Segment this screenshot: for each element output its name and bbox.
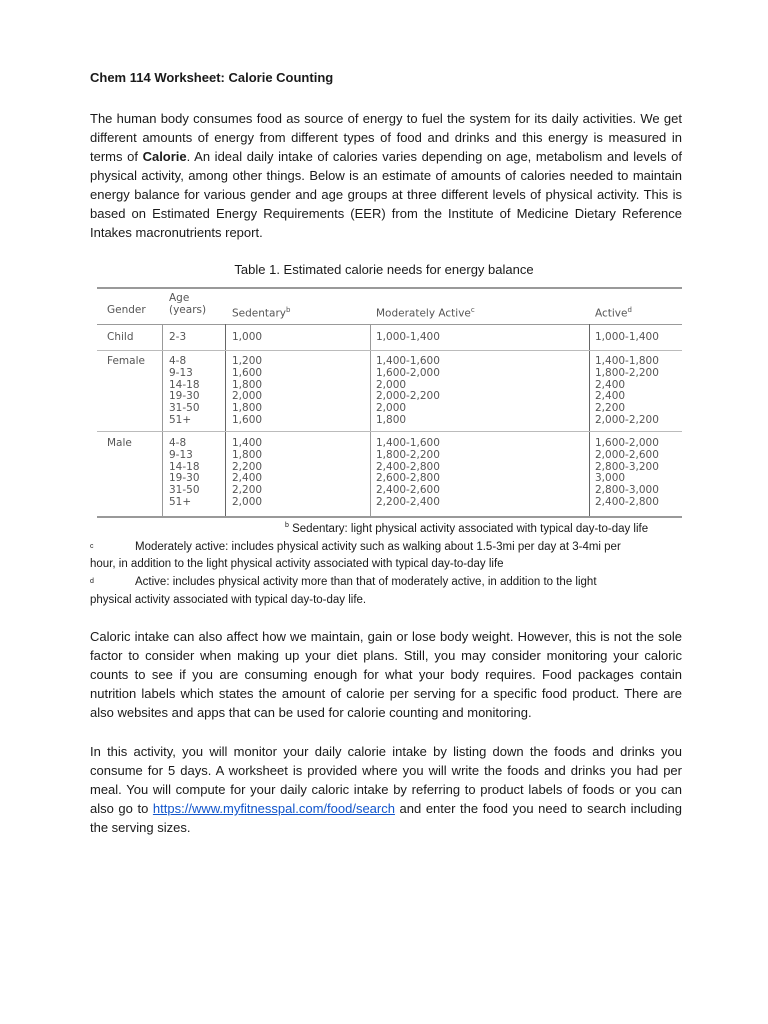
divider xyxy=(225,324,226,516)
moderate: 1,000-1,400 xyxy=(376,331,440,343)
active: 1,000-1,400 xyxy=(595,331,659,343)
sedentary: 1,200 1,600 1,800 2,000 1,800 1,600 xyxy=(232,355,263,426)
footnote-d-cont: physical activity associated with typical day-to-day life. xyxy=(90,594,367,606)
header-age: Age (years) xyxy=(169,292,207,316)
mark: b xyxy=(285,522,289,529)
sup: c xyxy=(470,306,475,314)
sedentary: 1,000 xyxy=(232,331,263,343)
label: Sedentary xyxy=(232,307,286,320)
gender: Male xyxy=(107,437,132,449)
gender: Female xyxy=(107,355,145,367)
footnote-b xyxy=(285,517,648,538)
paragraph-3 xyxy=(90,742,682,837)
myfitnesspal-link[interactable]: https://www.myfitnesspal.com/food/search xyxy=(152,801,395,816)
footnote-d: Active: includes physical activity more than that of moderately active, in addition to the light xyxy=(135,576,597,588)
text: . An ideal daily intake of calories varies depending on age, metabolism and levels of physical activity, among other things. Below is an estimate of amounts of calories needed to maintain energy balance for various gender and age groups at three different levels of physical activity. This is based on Estimated Energy Requirements (EER) from the Institute of Medicine Dietary Reference Intakes macronutrients report. xyxy=(90,149,682,240)
table-caption: Table 1. Estimated calorie needs for energy balance xyxy=(234,262,534,277)
text: The human body consumes food as source of energy to fuel the system for its daily activities. We get different amounts of energy from different types of food and drinks and this energy is measured in terms of xyxy=(90,111,682,164)
intro-paragraph xyxy=(90,109,682,242)
gender: Child xyxy=(107,331,134,343)
table-header xyxy=(97,289,682,325)
header-active xyxy=(595,305,632,320)
text: In this activity, you will monitor your daily calorie intake by listing down the foods and drinks you consume for 5 days. A worksheet is provided where you will write the foods and drinks you had per meal. You will compute for your daily caloric intake by referring to product labels of foods or you can also go to xyxy=(90,744,682,816)
label: Active xyxy=(595,307,628,320)
ages: 4-8 9-13 14-18 19-30 31-50 51+ xyxy=(169,355,200,426)
text: and enter the food you need to search including the serving sizes. xyxy=(90,801,682,835)
divider xyxy=(370,324,371,516)
ages: 2-3 xyxy=(169,331,187,343)
divider xyxy=(97,431,682,432)
footnote-c-cont: hour, in addition to the light physical activity associated with typical day-to-day life xyxy=(90,558,504,570)
bold-term: Calorie xyxy=(142,149,187,164)
moderate: 1,400-1,600 1,600-2,000 2,000 2,000-2,200 2,000 1,800 xyxy=(376,355,440,426)
mark: c xyxy=(90,543,94,550)
active: 1,400-1,800 1,800-2,200 2,400 2,400 2,200 2,000-2,200 xyxy=(595,355,659,426)
mark: d xyxy=(90,578,94,585)
page-title: Chem 114 Worksheet: Calorie Counting xyxy=(90,70,334,85)
moderate: 1,400-1,600 1,800-2,200 2,400-2,800 2,600-2,800 2,400-2,600 2,200-2,400 xyxy=(376,437,440,508)
divider xyxy=(97,350,682,351)
sup: d xyxy=(627,306,632,314)
text: Sedentary: light physical activity associated with typical day-to-day life xyxy=(292,522,649,535)
header-sedentary xyxy=(232,305,290,320)
active: 1,600-2,000 2,000-2,600 2,800-3,200 3,000 2,800-3,000 2,400-2,800 xyxy=(595,437,659,508)
label: Moderately Active xyxy=(376,307,471,320)
footnote-c: Moderately active: includes physical activity such as walking about 1.5-3mi per day at 3-4mi per xyxy=(135,541,621,553)
sup: b xyxy=(286,306,291,314)
sedentary: 1,400 1,800 2,200 2,400 2,200 2,000 xyxy=(232,437,263,508)
calorie-table xyxy=(97,287,682,518)
paragraph-2: Caloric intake can also affect how we maintain, gain or lose body weight. However, this is not the sole factor to consider when making up your diet plans. Still, you may consider monitoring your caloric counts to see if you are consuming enough for what your body requires. Food packages contain nutrition labels which states the amount of calorie per serving for a specific food product. There are also websites and apps that can be used for calorie counting and monitoring. xyxy=(90,629,682,720)
divider xyxy=(589,324,590,516)
header-moderate xyxy=(376,305,475,320)
divider xyxy=(162,324,163,516)
header-gender: Gender xyxy=(107,304,146,316)
ages: 4-8 9-13 14-18 19-30 31-50 51+ xyxy=(169,437,200,508)
